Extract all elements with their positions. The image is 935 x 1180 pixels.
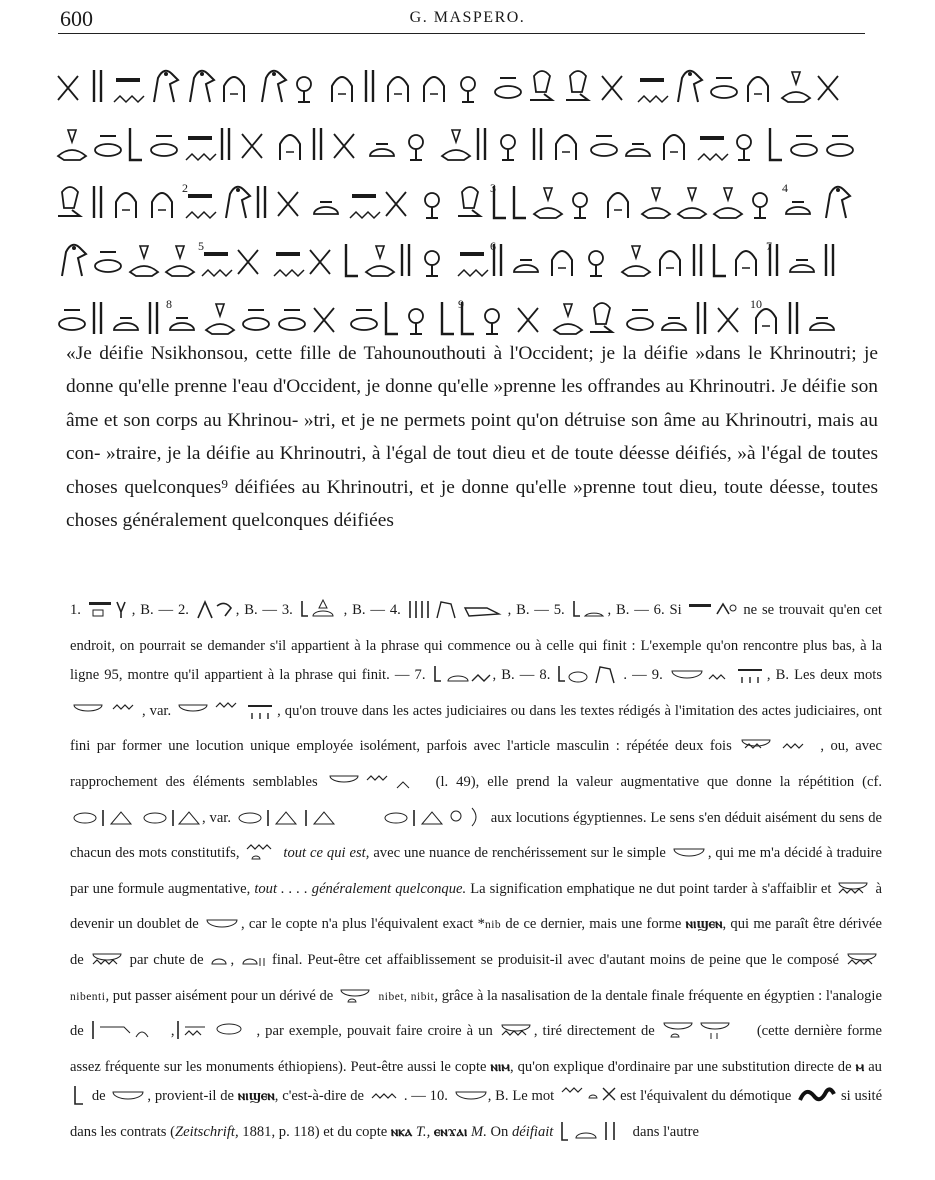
hieroglyph-group-icon [175, 1019, 255, 1053]
note-9-text: final. Peut-être cet affaiblissement se produisit-il avec d'autant moins de peine que le composé [272, 951, 840, 968]
note-9-text: , par exemple, pouvait faire croire à un [256, 1023, 493, 1040]
svg-text:5: 5 [198, 239, 204, 253]
note-9-text: , put passer aisément pour un dérivé de [105, 987, 334, 1004]
note-9-text: (cette dernière forme assez fréquente sur les monuments éthiopiens). Peut-être aussi le copte [70, 1023, 882, 1075]
hieroglyph-group-icon [244, 841, 278, 875]
hieroglyph-group-icon [90, 948, 124, 982]
hieroglyph-group-icon [661, 1019, 751, 1053]
note-10-text: , B. Le mot [487, 1088, 555, 1105]
note-9-text: aux locutions égyptiennes. Le sens s'en déduit aisément du sens de chacun des mots constitutifs, [70, 809, 883, 862]
note-10-text: est l'équivalent du démotique [620, 1088, 792, 1105]
note-9-italic: tout . . . . généralement quelconque. [254, 880, 467, 897]
hieroglyph-group-icon [453, 1084, 487, 1118]
hieroglyph-group-icon [671, 841, 707, 875]
hieroglyph-line-4 [56, 230, 876, 288]
note-9-italic: tout ce qui est, [283, 845, 370, 862]
hieroglyph-group-icon [90, 1019, 170, 1053]
note-9-text: , qui me m'a décidé à traduire par une formule augmentative, [70, 845, 882, 897]
footnote-paragraph: 1. , B. — 2. , B. — 3. , B. — 4. , B. — 5. , B. — 6. Si ne se trouvait qu'en cet endroit, on pourrait se demander s'il appartient à la phrase qui commence ou à celle qui finit : L'exemple qu'on rencontre plus bas, à la ligne 95, montre qu'il appartient à la phrase qui finit. — 7. , B. — 8. . — 9. , B. Les deux mots , var. , qu'on trouve dans les actes judiciaires ou dans les textes rédigés à l'imitation des actes judiciaires, ont fini par former une locution unique employée isolément, parfois avec l'article masculin : répétée deux fois , ou, avec rapprochement des éléments semblables (l. 49), elle prend la valeur augmentative que donne la répétition (cf. , var. aux locutions égyptiennes. Le sens s'en déduit aisément du sens de chacun des mots constitutifs, tout ce qui est, avec une nuance de renchérissement sur le simple , qui me m'a décidé à traduire par une formule augmentative, tout . . . . généralement quelconque. La signification emphatique ne dut point tarder à s'affaiblir et à devenir un doublet de , car le copte n'a plus l'équivalent exact *nib de ce dernier, mais une forme ⲛⲓϣⲉⲛ, qui me paraît être dérivée de par chute de , final. Peut-être cet affaiblissement se produisit-il avec d'autant moins de peine que le composé nibenti, put passer aisément pour un dérivé de nibet, nibit, grâce à la nasalisation de la dentale finale fréquente en égyptien : l'analogie de , , par exemple, pouvait faire croire à un , tiré directement de (cette dernière forme assez fréquente sur les monuments éthiopiens). Peut-être aussi le copte ⲛⲓⲙ, qu'on explique d'ordinaire par une substitution directe de ⲙ au de , provient-il de ⲛⲓϣⲉⲛ, c'est-à-dire de . — 10. , B. Le mot est l'équivalent du démotique si usité dans les contrats (Zeitschrift, 1881, p. 118) et du copte ⲛⲕⲁ T., ⲉⲛϫⲁⲓ M. On déifiait dans l'autre [70, 596, 882, 1154]
hieroglyph-group-icon [338, 984, 374, 1018]
svg-text:4: 4 [782, 181, 788, 195]
note-10-coptic: ⲛⲕⲁ [390, 1123, 413, 1140]
hieroglyph-group-icon [110, 1084, 146, 1118]
note-number-10: . — 10. [403, 1088, 448, 1105]
note-9-text: (l. 49), elle prend la valeur augmentative que donne la répétition (cf. [435, 773, 882, 790]
note-9-text: , ou, avec rapprochement des éléments semblables [70, 738, 882, 790]
hieroglyph-group-icon [71, 806, 201, 840]
running-head [60, 6, 875, 32]
hieroglyph-line-3 [56, 172, 876, 230]
hieroglyph-group-icon [407, 598, 507, 632]
translation-paragraph [66, 337, 878, 537]
note-9-text: , B. Les deux mots [766, 667, 883, 684]
note-9-text: , qu'on trouve dans les actes judiciaires ou dans les textes rédigés à l'imitation des actes judiciaires, ont fini par former une locution unique employée isolément, parfois avec l'article masculin : répétée deux fois [70, 702, 882, 755]
note-ref: , B. — [343, 602, 385, 618]
note-ref: , B. — [131, 602, 174, 618]
hieroglyph-group-icon [739, 734, 819, 768]
note-9-text: , car le copte n'a plus l'équivalent exact * [240, 916, 485, 933]
svg-text:3: 3 [490, 181, 496, 195]
note-9-text: par chute de [129, 951, 204, 968]
hieroglyph-group-icon [299, 598, 343, 632]
note-ref: , B. — [492, 667, 535, 684]
hieroglyph-group-icon [736, 663, 766, 697]
note-9-coptic: ⲛⲓϣⲉⲛ [237, 1088, 275, 1105]
page-number: 600 [60, 6, 93, 31]
note-9-text: de ce dernier, mais une forme [505, 916, 682, 933]
note-10-italic: M. [471, 1123, 487, 1140]
svg-text:7: 7 [766, 239, 772, 253]
note-9-coptic: nibenti [70, 990, 106, 1003]
hieroglyph-group-icon [556, 663, 622, 697]
note-number-2: 2. [177, 602, 189, 618]
note-9-text: de [91, 1088, 106, 1105]
hieroglyph-group-icon [240, 948, 266, 982]
note-9-text: , provient-il de [147, 1088, 235, 1105]
hieroglyph-group-icon [195, 598, 235, 632]
hieroglyph-group-icon [71, 699, 141, 733]
note-9-text: , tiré directement de [533, 1023, 655, 1040]
note-9-text: à devenir un doublet de [70, 880, 883, 933]
note-9-text: , qui me paraît être dérivée de [70, 916, 882, 968]
hieroglyph-group-icon [845, 948, 881, 982]
svg-text:6: 6 [490, 239, 496, 253]
note-10-italic: Zeitschrift, [174, 1123, 239, 1140]
note-ref: , B. — 6. Si [607, 602, 682, 618]
hieroglyph-line-1 [56, 56, 876, 114]
note-number-9: . — 9. [623, 667, 663, 684]
hieroglyph-group-icon [71, 1084, 87, 1118]
note-10-text: si usité dans les contrats ( [70, 1088, 883, 1140]
hieroglyph-group-icon [499, 1019, 533, 1053]
hieroglyph-group-icon [687, 598, 737, 632]
hieroglyph-group-icon [87, 598, 131, 632]
note-9-coptic: ⲛⲓⲙ [490, 1058, 510, 1075]
hieroglyph-line-2 [56, 114, 876, 172]
hieroglyph-group-icon [669, 663, 729, 697]
note-9-text: , qu'on explique d'ordinaire par une substitution directe de [509, 1058, 852, 1075]
note-10-text: On [490, 1123, 509, 1140]
note-number-3: 3. [281, 602, 293, 618]
hieroglyph-group-icon [209, 948, 229, 982]
svg-text:9: 9 [458, 297, 464, 311]
hieroglyph-group-icon [176, 699, 276, 733]
note-ref: , B. — [235, 602, 278, 618]
note-number-4: 4. [389, 602, 401, 618]
hieroglyph-group-icon [432, 663, 492, 697]
note-10-italic: T., [415, 1123, 431, 1140]
hieroglyph-group-icon [369, 1084, 403, 1118]
note-9-text: avec une nuance de renchérissement sur le simple [373, 845, 666, 862]
note-number-7: 7. [414, 667, 426, 684]
note-ref: , B. — [507, 602, 549, 618]
running-title: G. MASPERO. [409, 9, 526, 26]
note-9-text: La signification emphatique ne dut point tarder à s'affaiblir et [470, 880, 832, 897]
translation-text: «Je déifie Nsikhonsou, cette fille de Tahounouthouti à l'Occident; je la déifie »dans le Khrinoutri; je donne qu'elle prenne l'eau d'Occident, je donne qu'elle »prenne les offrandes au Khrinoutri. Je déifie son âme et son corps au Khrinou- »tri, et je ne permets point qu'on détruise son âme au Khrinoutri, mais au con- »traire, je la déifie au Khrinoutri, à l'égal de tout dieu et de toute déesse déifiés, »à l'égal de toutes choses quelconques⁹ déifiées au Khrinoutri, et je donne qu'elle »prenne tout dieu, toute déesse, toutes choses généralement quelconques déifiées [66, 343, 878, 532]
hieroglyphic-text [56, 56, 876, 346]
hieroglyph-group-icon [571, 598, 607, 632]
note-9-text: , grâce à la nasalisation de la dentale finale fréquente en égyptien : l'analogie de [70, 987, 882, 1040]
header-rule [58, 33, 865, 34]
note-9-coptic: nib [484, 919, 502, 932]
svg-text:10: 10 [750, 297, 762, 311]
note-9-text: au [868, 1058, 882, 1075]
note-number-8: 8. [539, 667, 551, 684]
note-10-coptic: ⲉⲛϫⲁⲓ [433, 1123, 468, 1140]
note-9-text: , var. [202, 809, 232, 826]
footnotes [70, 596, 882, 1154]
note-10-text: dans l'autre [632, 1123, 699, 1140]
hieroglyph-group-icon [236, 806, 486, 840]
hieroglyph-group-icon [559, 1084, 619, 1118]
note-9-text: , c'est-à-dire de [274, 1088, 364, 1105]
hieroglyph-group-icon [558, 1120, 628, 1154]
note-10-text: 1881, p. 118) et du copte [242, 1123, 388, 1140]
note-number-1: 1. [70, 602, 81, 618]
note-9-coptic: ⲙ [855, 1058, 865, 1075]
hieroglyph-group-icon [327, 770, 427, 804]
svg-text:8: 8 [166, 297, 172, 311]
hieroglyph-group-icon [204, 912, 240, 946]
note-10-italic: déifiait [512, 1123, 554, 1140]
svg-text:2: 2 [182, 181, 188, 195]
note-9-coptic: nibet, nibit [378, 990, 435, 1003]
note-6-text: ne se trouvait qu'en cet endroit, on pourrait se demander s'il appartient à la phrase qui commence ou à celle qui finit : L'exemple qu'on rencontre plus bas, à la ligne 95, montre qu'il appartient à la phrase qui finit. — [70, 602, 882, 684]
hieroglyph-group-icon [836, 877, 870, 911]
note-9-text: , var. [142, 702, 172, 719]
note-9-coptic: ⲛⲓϣⲉⲛ [685, 916, 723, 933]
note-number-5: 5. [553, 602, 565, 618]
demotic-sign-icon [796, 1084, 836, 1118]
